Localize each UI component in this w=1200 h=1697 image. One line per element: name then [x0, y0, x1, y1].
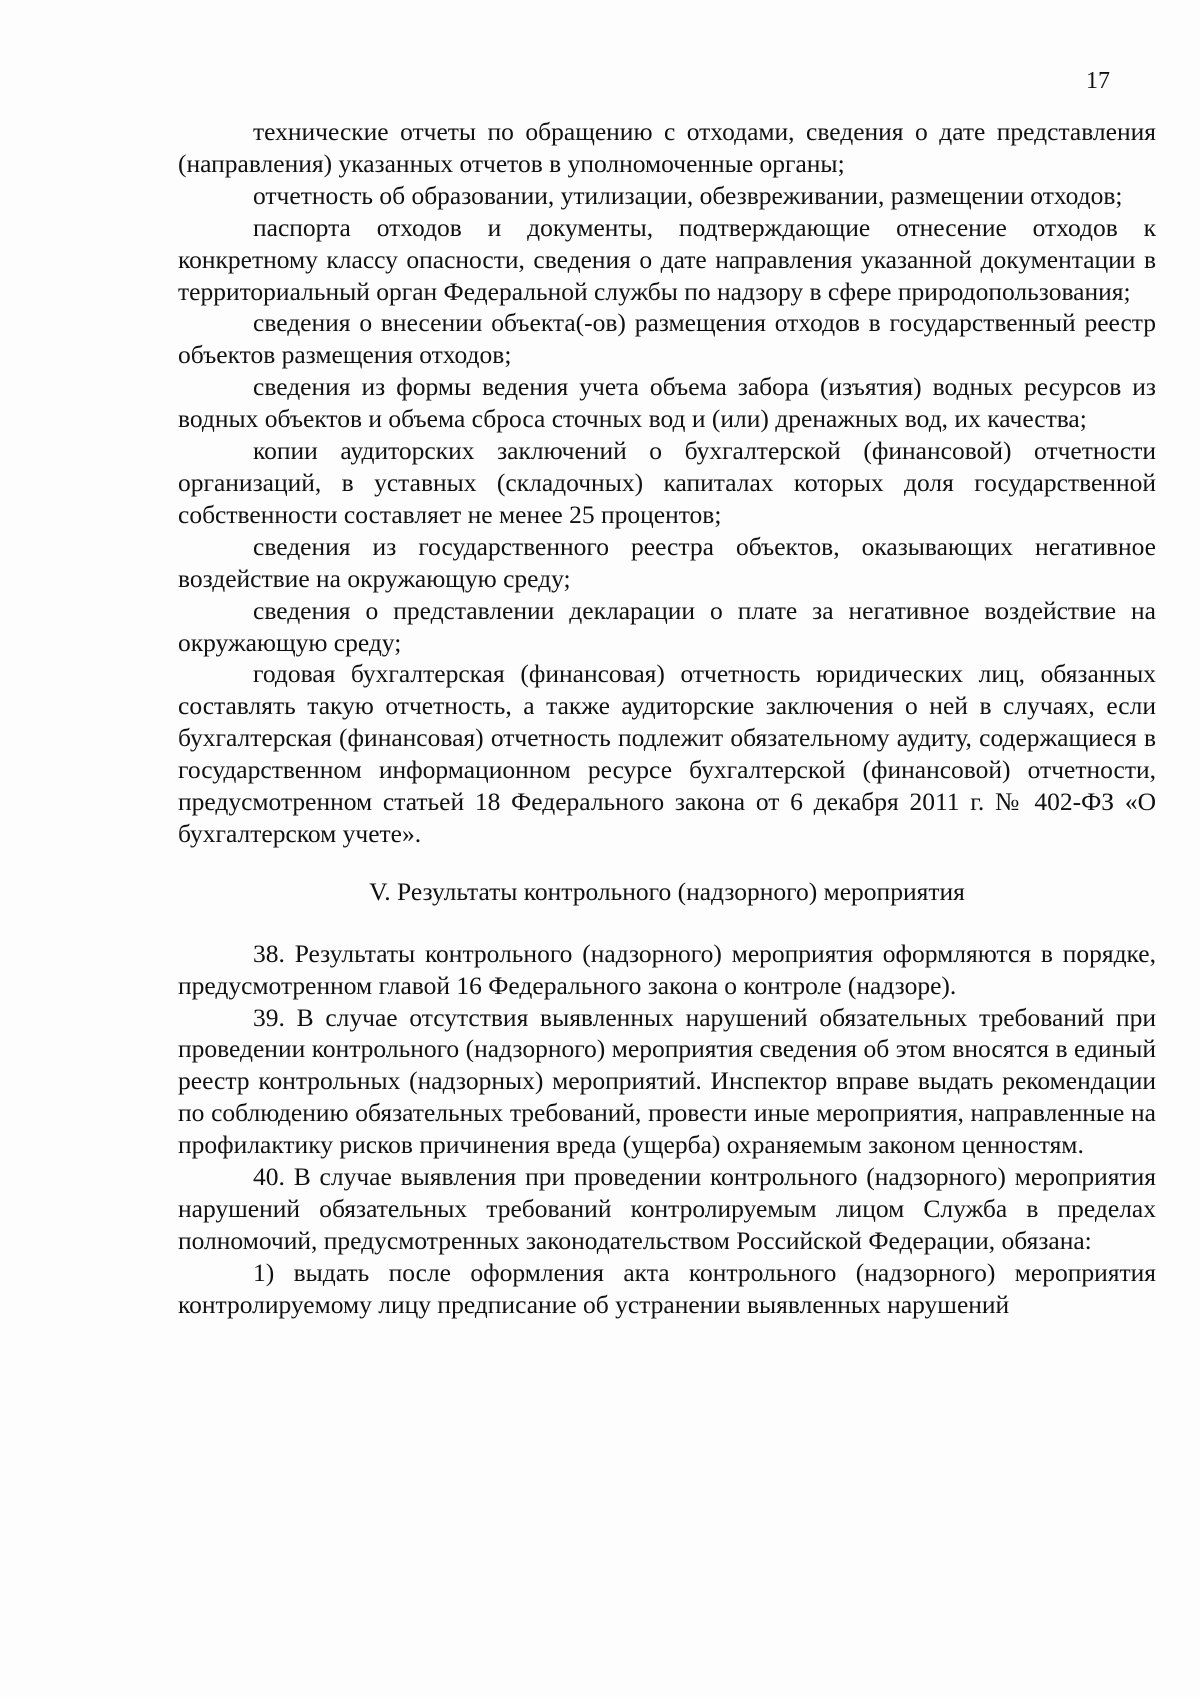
paragraph: 40. В случае выявления при проведении контрольного (надзорного) мероприятия нарушений обязательных требований контролируемым лицом Служба в пределах полномочий, предусмотренных законодательством Российской Федерации, обязана:	[178, 1162, 1156, 1255]
paragraph: сведения из государственного реестра объектов, оказывающих негативное воздействие на окружающую среду;	[178, 531, 1156, 593]
section-heading: V. Результаты контрольного (надзорного) мероприятия	[369, 876, 965, 906]
paragraph: 38. Результаты контрольного (надзорного) мероприятия оформляются в порядке, предусмотренном главой 16 Федерального закона о контроле (надзоре).	[178, 938, 1156, 1000]
paragraph: отчетность об образовании, утилизации, обезвреживании, размещении отходов;	[253, 180, 1123, 210]
paragraph: 39. В случае отсутствия выявленных нарушений обязательных требований при проведении контрольного (надзорного) мероприятия сведения об этом вносятся в единый реестр контрольных (надзорных) мероприятий. Инспектор вправе выдать рекомендации по соблюдению обязательных требований, провести иные мероприятия, направленные на профилактику рисков причинения вреда (ущерба) охраняемым законом ценностям.	[178, 1002, 1156, 1160]
paragraph: сведения из формы ведения учета объема забора (изъятия) водных ресурсов из водных объектов и объема сброса сточных вод и (или) дренажных вод, их качества;	[178, 372, 1156, 434]
paragraph: 1) выдать после оформления акта контрольного (надзорного) мероприятия контролируемому лицу предписание об устранении выявленных нарушений	[178, 1257, 1156, 1319]
paragraph: копии аудиторских заключений о бухгалтерской (финансовой) отчетности организаций, в уставных (складочных) капиталах которых доля государственной собственности составляет не менее 25 процентов;	[178, 436, 1156, 529]
paragraph: сведения о внесении объекта(-ов) размещения отходов в государственный реестр объектов размещения отходов;	[178, 308, 1156, 370]
document-body	[178, 116, 1156, 1321]
paragraph: годовая бухгалтерская (финансовая) отчетность юридических лиц, обязанных составлять такую отчетность, а также аудиторские заключения о ней в случаях, если бухгалтерская (финансовая) отчетность подлежит обязательному аудиту, содержащиеся в государственном информационном ресурсе бухгалтерской (финансовой) отчетности, предусмотренном статьей 18 Федерального закона от 6 декабря 2011 г. № 402-ФЗ «О бухгалтерском учете».	[178, 659, 1156, 848]
paragraph: паспорта отходов и документы, подтверждающие отнесение отходов к конкретному классу опасности, сведения о дате направления указанной документации в территориальный орган Федеральной службы по надзору в сфере природопользования;	[178, 212, 1156, 306]
page-number: 17	[1086, 68, 1110, 94]
paragraph: технические отчеты по обращению с отходами, сведения о дате представления (направления) указанных отчетов в уполномоченные органы;	[178, 117, 1156, 178]
paragraph: сведения о представлении декларации о плате за негативное воздействие на окружающую среду;	[178, 595, 1156, 657]
